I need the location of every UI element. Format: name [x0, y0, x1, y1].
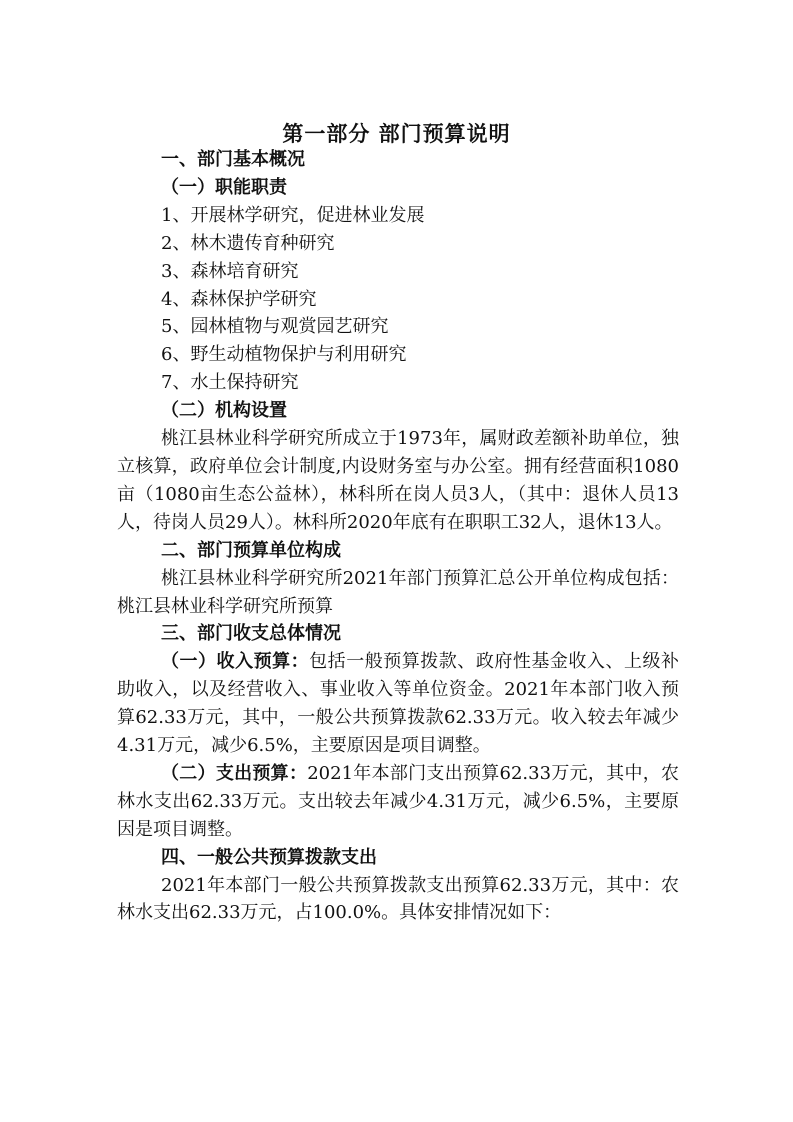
- duty-item: 3、森林培育研究: [161, 260, 299, 282]
- subsection-heading-organization: （二）机构设置: [161, 400, 287, 422]
- expense-paragraph: [117, 760, 679, 844]
- duty-item: 6、野生动植物保护与利用研究: [161, 344, 407, 366]
- income-label: （一）收入预算：: [161, 651, 310, 673]
- duty-item: 4、森林保护学研究: [161, 288, 317, 310]
- budget-units-paragraph: 桃江县林业科学研究所2021年部门预算汇总公开单位构成包括：桃江县林业科学研究所预算: [117, 567, 679, 617]
- document-body: [117, 146, 679, 927]
- duty-item: 5、园林植物与观赏园艺研究: [161, 316, 389, 338]
- expense-text: 2021年本部门支出预算62.33万元，其中，农林水支出62.33万元。支出较去年减少4.31万元，减少6.5%，主要原因是项目调整。: [117, 762, 679, 840]
- income-paragraph: [117, 648, 679, 760]
- section-heading-3: 三、部门收支总体情况: [161, 623, 341, 645]
- duty-item: 1、开展林学研究，促进林业发展: [161, 204, 425, 226]
- general-budget-paragraph: 2021年本部门一般公共预算拨款支出预算62.33万元，其中：农林水支出62.33万元，占100.0%。具体安排情况如下：: [117, 874, 679, 924]
- section-heading-2: 二、部门预算单位构成: [161, 539, 341, 561]
- page-title: 第一部分 部门预算说明: [282, 121, 511, 146]
- section-heading-1: 一、部门基本概况: [161, 149, 305, 170]
- expense-label: （二）支出预算：: [161, 762, 308, 784]
- section-heading-4: 四、一般公共预算拨款支出: [161, 846, 377, 868]
- subsection-heading-duties: （一）职能职责: [161, 176, 287, 198]
- organization-paragraph: 桃江县林业科学研究所成立于1973年，属财政差额补助单位，独立核算，政府单位会计制度,内设财务室与办公室。拥有经营面积1080亩（1080亩生态公益林），林科所在岗人员3人，（其中：退休人员13人，待岗人员29人）。林科所2020年底有在职职工32人，退休13人。: [117, 428, 679, 533]
- duty-item: 2、林木遗传育种研究: [161, 232, 335, 254]
- income-text: 包括一般预算拨款、政府性基金收入、上级补助收入，以及经营收入、事业收入等单位资金。2021年本部门收入预算62.33万元，其中，一般公共预算拨款62.33万元。收入较去年减少4.31万元，减少6.5%，主要原因是项目调整。: [117, 651, 680, 757]
- duty-item: 7、水土保持研究: [161, 372, 299, 394]
